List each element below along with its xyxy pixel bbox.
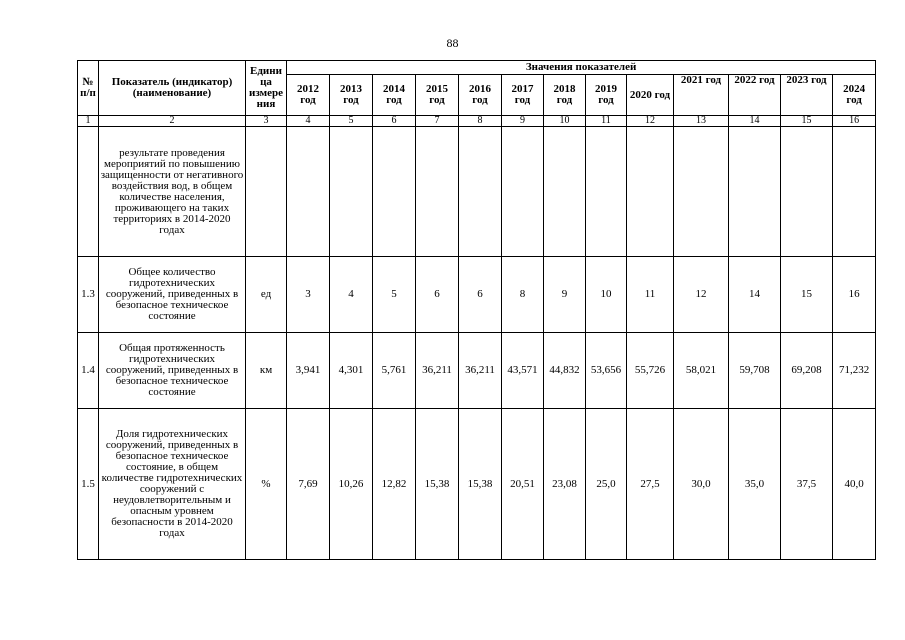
column-number: 16 (833, 116, 876, 127)
row-value: 9 (544, 257, 586, 333)
header-unit: Едини ца измере ния (246, 61, 287, 116)
row-value (586, 127, 627, 257)
column-number: 6 (373, 116, 416, 127)
table-row (78, 409, 876, 560)
header-year: 2019 год (586, 75, 627, 116)
row-value: 30,0 (674, 409, 729, 560)
row-value: 25,0 (586, 409, 627, 560)
row-value: 27,5 (627, 409, 674, 560)
row-value: 23,08 (544, 409, 586, 560)
row-value: 10,26 (330, 409, 373, 560)
header-row-top (78, 61, 876, 75)
row-value (287, 127, 330, 257)
row-value: 37,5 (781, 409, 833, 560)
row-value (544, 127, 586, 257)
row-value: 16 (833, 257, 876, 333)
column-number: 1 (78, 116, 99, 127)
table-row (78, 127, 876, 257)
indicators-table (77, 60, 876, 560)
row-value (416, 127, 459, 257)
row-name: Общее количество гидротехнических сооружений, приведенных в безопасное техническое состояние (99, 257, 246, 333)
row-unit: км (246, 333, 287, 409)
header-year: 2024 год (833, 75, 876, 116)
row-value: 6 (416, 257, 459, 333)
page-number: 88 (446, 36, 459, 50)
row-value: 59,708 (729, 333, 781, 409)
row-value: 4,301 (330, 333, 373, 409)
row-num (78, 127, 99, 257)
table-row (78, 257, 876, 333)
row-value: 7,69 (287, 409, 330, 560)
header-year: 2014 год (373, 75, 416, 116)
row-value: 10 (586, 257, 627, 333)
column-number: 14 (729, 116, 781, 127)
header-year: 2022 год (729, 75, 781, 116)
header-year: 2023 год (781, 75, 833, 116)
table-row (78, 333, 876, 409)
row-value: 53,656 (586, 333, 627, 409)
row-value: 8 (502, 257, 544, 333)
row-value: 12,82 (373, 409, 416, 560)
row-value: 11 (627, 257, 674, 333)
row-value: 15,38 (416, 409, 459, 560)
row-value (373, 127, 416, 257)
row-value: 58,021 (674, 333, 729, 409)
column-number: 13 (674, 116, 729, 127)
column-number: 12 (627, 116, 674, 127)
row-value: 44,832 (544, 333, 586, 409)
row-num: 1.4 (78, 333, 99, 409)
row-value: 43,571 (502, 333, 544, 409)
row-value (833, 127, 876, 257)
row-value: 20,51 (502, 409, 544, 560)
row-value (330, 127, 373, 257)
row-value (674, 127, 729, 257)
row-value: 3,941 (287, 333, 330, 409)
row-value: 15,38 (459, 409, 502, 560)
row-value: 36,211 (416, 333, 459, 409)
row-value: 35,0 (729, 409, 781, 560)
row-value: 5 (373, 257, 416, 333)
column-number: 15 (781, 116, 833, 127)
row-value: 71,232 (833, 333, 876, 409)
column-number: 5 (330, 116, 373, 127)
header-year: 2018 год (544, 75, 586, 116)
row-unit: ед (246, 257, 287, 333)
header-num: № п/п (78, 61, 99, 116)
row-value (781, 127, 833, 257)
row-value: 14 (729, 257, 781, 333)
header-values-group: Значения показателей (287, 61, 876, 75)
row-name: результате проведения мероприятий по повышению защищенности от негативного воздействия вод, в общем количестве населения, проживающего на таких территориях в 2014-2020 годах (99, 127, 246, 257)
header-year: 2020 год (627, 75, 674, 116)
row-value: 4 (330, 257, 373, 333)
row-value (502, 127, 544, 257)
row-value: 40,0 (833, 409, 876, 560)
row-value: 69,208 (781, 333, 833, 409)
row-value: 55,726 (627, 333, 674, 409)
column-number: 4 (287, 116, 330, 127)
row-value (729, 127, 781, 257)
row-value (627, 127, 674, 257)
column-number: 2 (99, 116, 246, 127)
row-name: Общая протяженность гидротехнических сооружений, приведенных в безопасное техническое состояние (99, 333, 246, 409)
row-unit (246, 127, 287, 257)
header-year: 2017 год (502, 75, 544, 116)
row-value: 12 (674, 257, 729, 333)
header-indicator: Показатель (индикатор) (наименование) (99, 61, 246, 116)
row-num: 1.3 (78, 257, 99, 333)
row-name: Доля гидротехнических сооружений, приведенных в безопасное техническое состояние, в общем количестве гидротехнических сооружений с неудовлетворительным и опасным уровнем безопасности в 2014-2020 годах (99, 409, 246, 560)
header-year: 2012 год (287, 75, 330, 116)
row-value: 15 (781, 257, 833, 333)
column-number: 11 (586, 116, 627, 127)
column-number: 7 (416, 116, 459, 127)
column-numbers-row (78, 116, 876, 127)
row-value: 5,761 (373, 333, 416, 409)
row-value: 3 (287, 257, 330, 333)
header-year: 2016 год (459, 75, 502, 116)
row-value: 6 (459, 257, 502, 333)
header-year: 2015 год (416, 75, 459, 116)
row-value: 36,211 (459, 333, 502, 409)
column-number: 8 (459, 116, 502, 127)
header-year: 2021 год (674, 75, 729, 116)
column-number: 3 (246, 116, 287, 127)
row-value (459, 127, 502, 257)
header-year: 2013 год (330, 75, 373, 116)
column-number: 10 (544, 116, 586, 127)
column-number: 9 (502, 116, 544, 127)
row-num: 1.5 (78, 409, 99, 560)
row-unit: % (246, 409, 287, 560)
